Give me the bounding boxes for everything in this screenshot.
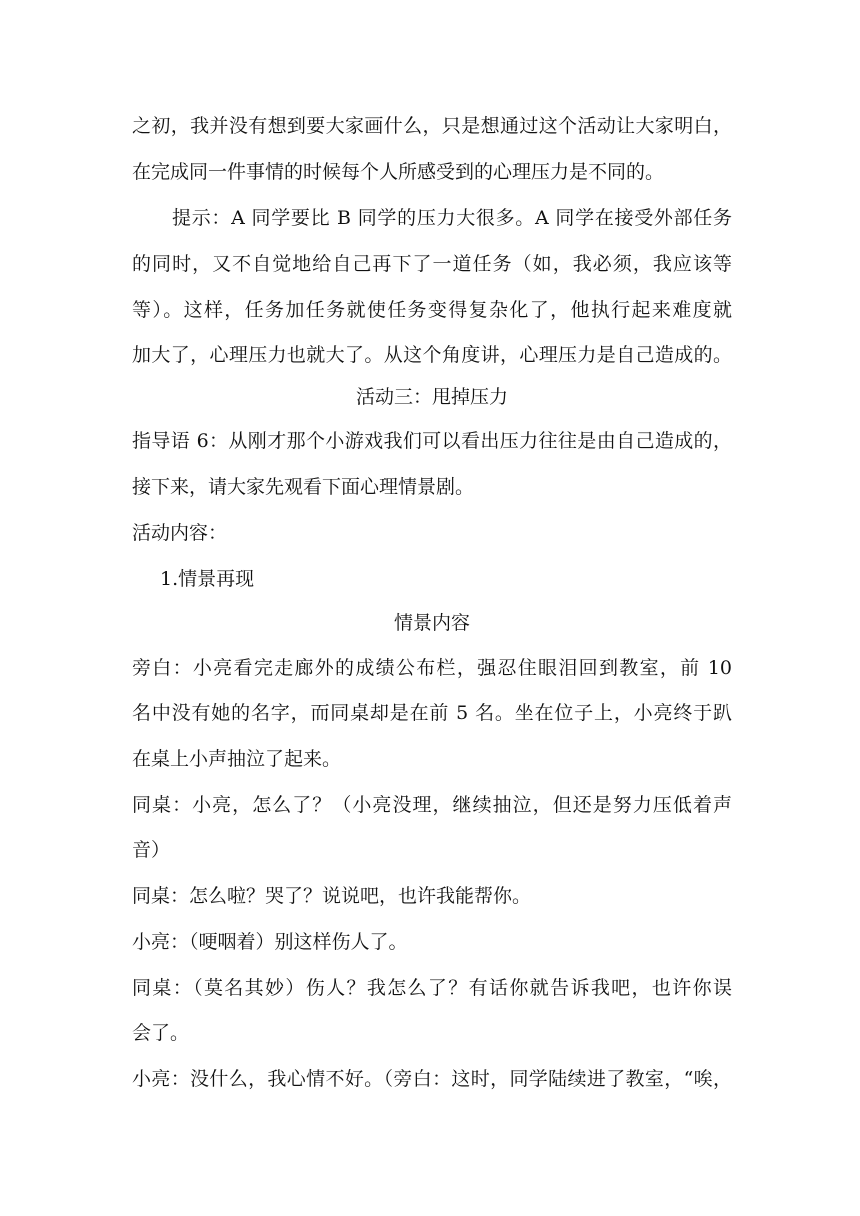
paragraph-line: 的同时，又不自觉地给自己再下了一道任务（如，我必须，我应该等 [132,253,732,275]
paragraph-line: 之初，我并没有想到要大家画什么，只是想通过这个活动让大家明白， [132,115,732,137]
list-item: 1.情景再现 [160,568,255,590]
hint-paragraph-line: 提示：A 同学要比 B 同学的压力大很多。A 同学在接受外部任务 [172,207,732,229]
dialogue-line: 同桌：怎么啦？哭了？说说吧，也许我能帮你。 [132,885,532,907]
paragraph-line: 在桌上小声抽泣了起来。 [132,748,342,770]
paragraph-line: 等）。这样，任务加任务就使任务变得复杂化了，他执行起来难度就 [132,299,732,321]
paragraph-line: 指导语 6：从刚才那个小游戏我们可以看出压力往往是由自己造成的， [132,430,732,452]
paragraph-line: 接下来，请大家先观看下面心理情景剧。 [132,476,475,498]
dialogue-line: 小亮：（哽咽着）别这样伤人了。 [132,931,408,953]
paragraph-line: 名中没有她的名字，而同桌却是在前 5 名。坐在位子上，小亮终于趴 [132,702,732,724]
paragraph-line: 加大了，心理压力也就大了。从这个角度讲，心理压力是自己造成的。 [132,344,732,366]
dialogue-line: 音） [132,839,171,861]
subheading: 活动内容： [132,522,228,544]
section-heading: 活动三：甩掉压力 [355,386,508,408]
paragraph-line: 在完成同一件事情的时候每个人所感受到的心理压力是不同的。 [132,161,665,183]
dialogue-line: 同桌：小亮，怎么了？（小亮没理，继续抽泣，但还是努力压低着声 [132,794,732,816]
paragraph-line: 旁白：小亮看完走廊外的成绩公布栏，强忍住眼泪回到教室，前 10 [132,657,732,679]
dialogue-line: 同桌：（莫名其妙）伤人？我怎么了？有话你就告诉我吧，也许你误 [132,977,732,999]
dialogue-line: 小亮：没什么，我心情不好。（旁白：这时，同学陆续进了教室，“唉， [132,1068,732,1090]
scene-heading: 情景内容 [393,612,470,634]
dialogue-line: 会了。 [132,1022,190,1044]
